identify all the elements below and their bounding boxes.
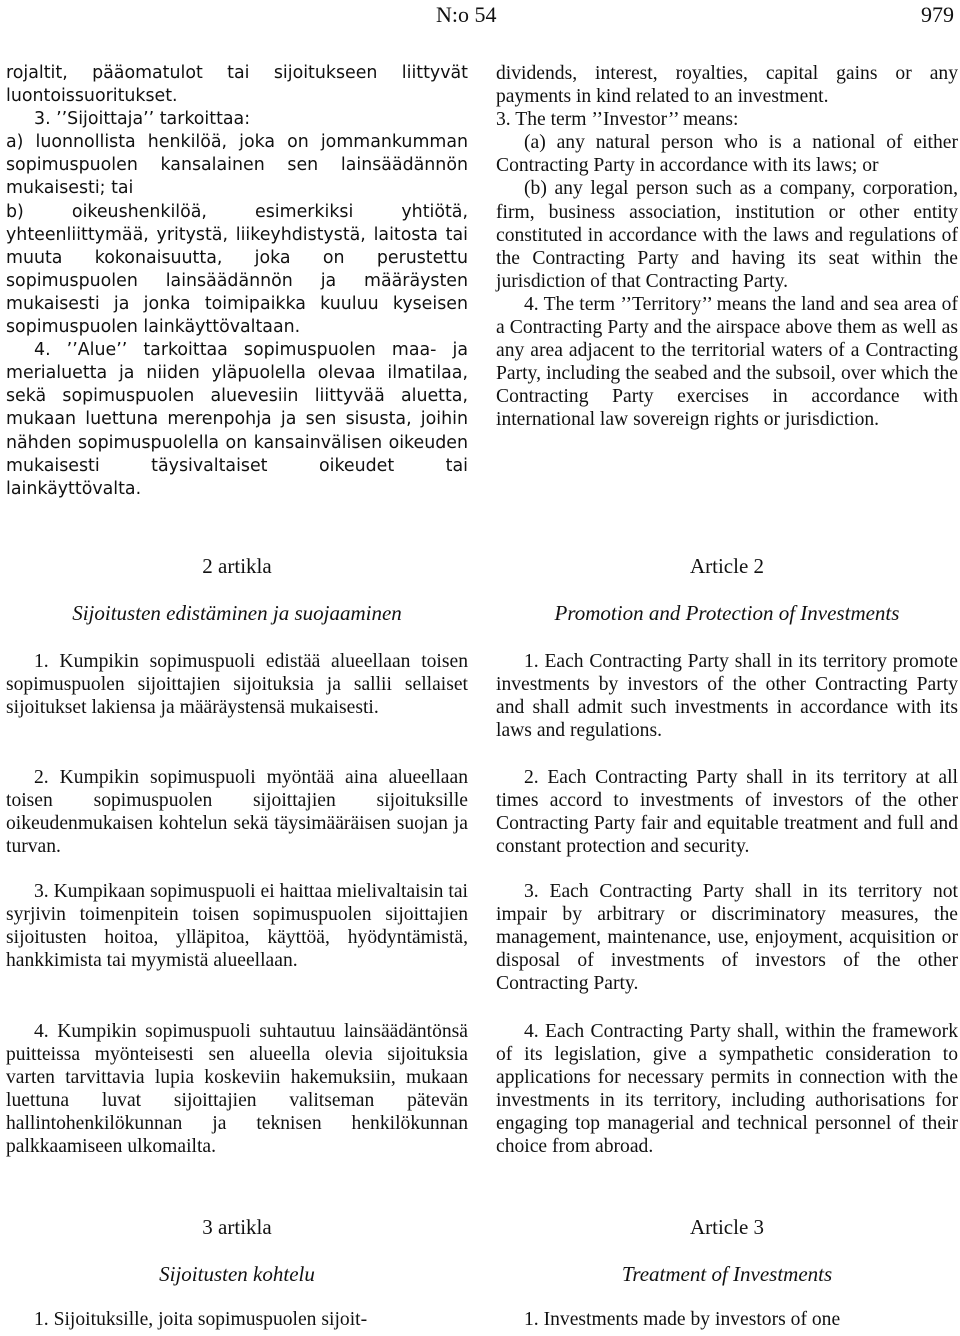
fi-article3-title: Sijoitusten kohtelu	[159, 1262, 315, 1286]
fi-article2-p1	[6, 650, 468, 719]
en-article2-heading: Article 2	[689, 554, 765, 578]
en-article2-p4	[496, 1020, 958, 1158]
en-article2-p1	[496, 650, 958, 742]
en-paragraph: 1. Investments made by investors of one	[524, 1309, 841, 1330]
en-paragraph: dividends, interest, royalties, capital gains or any payments in kind related to an investment.	[496, 63, 958, 108]
fi-paragraph: rojaltit, pääomatulot tai sijoitukseen liittyvät luontoissuoritukset.	[6, 63, 468, 107]
fi-paragraph: a) luonnollista henkilöä, joka on jommankumman sopimuspuolen kansalainen sen lainsäädännön mukaisesti; tai	[6, 132, 468, 199]
fi-article2-p4	[6, 1020, 468, 1158]
en-article3-heading: Article 3	[689, 1215, 765, 1239]
en-paragraph: 3. Each Contracting Party shall in its territory not impair by arbitrary or discriminatory measures, the management, maintenance, use, enjoyment, acquisition or disposal of investments of investors of the other Contracting Party.	[496, 881, 958, 994]
en-paragraph: 3. The term ’’Investor’’ means:	[496, 109, 739, 131]
fi-paragraph: 4. Kumpikin sopimuspuoli suhtautuu lainsäädäntönsä puitteissa myönteisesti sen alueella olevia sijoituksia varten tarvittavia lupia koskeviin hakemuksiin, mukaan luettuna luvat sijoittajien valitseman pätevän hallintohenkilökunnan ja teknisen henkilökunnan palkkaamiseen ulkomailta.	[6, 1021, 468, 1157]
en-article2-title: Promotion and Protection of Investments	[554, 601, 900, 625]
page-header	[0, 0, 960, 40]
page-number: 979	[921, 2, 954, 27]
fi-paragraph: 1. Sijoituksille, joita sopimuspuolen sijoit-	[34, 1309, 368, 1330]
en-article2-p3	[496, 880, 958, 995]
en-paragraph: 2. Each Contracting Party shall in its territory at all times accord to investments of investors of the other Contracting Party fair and equitable treatment and full and constant protection and security.	[496, 767, 958, 857]
fi-article2-heading: 2 artikla	[202, 554, 272, 578]
fi-paragraph: b) oikeushenkilöä, esimerkiksi yhtiötä, yhteenliittymää, yritystä, liikeyhdistystä, laitosta tai muuta kokonaisuutta, joka on perustettu sopimuspuolen lainsäädännön ja määräysten mukaisesti ja jonka toimipaikka kuuluu kyseisen sopimuspuolen lainkäyttövaltaan.	[6, 201, 468, 338]
fi-paragraph: 3. Kumpikaan sopimuspuoli ei haittaa mielivaltaisin tai syrjivin toimenpitein toisen sopimuspuolen sijoittajien sijoitusten hoitoa, ylläpitoa, käyttöä, hyödyntämistä, hankkimista tai myymistä alueellaan.	[6, 881, 468, 971]
fi-paragraph: 4. ’’Alue’’ tarkoittaa sopimuspuolen maa- ja merialuetta ja niiden yläpuolella olevaa ilmatilaa, sekä sopimuspuolen aluevesiin liittyvää aluetta, mukaan luettuna merenpohja ja sen sisusta, joihin nähden sopimuspuolella on kansainvälisen oikeuden mukaisesti täysivaltaiset oikeudet tai lainkäyttövalta.	[6, 340, 468, 499]
fi-paragraph: 1. Kumpikin sopimuspuoli edistää alueellaan toisen sopimuspuolen sijoittajien sijoituksia ja sallii sellaiset sijoitukset lakiensa ja määräystensä mukaisesti.	[6, 651, 468, 718]
fi-article3-p1	[6, 1308, 468, 1331]
fi-article2-title: Sijoitusten edistäminen ja suojaaminen	[72, 601, 402, 625]
en-article3-p1	[496, 1308, 958, 1331]
en-article2-p2	[496, 766, 958, 858]
fi-article3-heading: 3 artikla	[202, 1215, 272, 1239]
fi-article2-p3	[6, 880, 468, 972]
en-paragraph: 1. Each Contracting Party shall in its territory promote investments by investors of the other Contracting Party and shall admit such investments in accordance with its laws and regulations.	[496, 651, 958, 741]
en-definitions	[496, 62, 958, 432]
fi-paragraph: 2. Kumpikin sopimuspuoli myöntää aina alueellaan toisen sopimuspuolen sijoittajien sijoituksille oikeudenmukaisen kohtelun sekä täysimääräisen suojan ja turvan.	[6, 767, 468, 857]
en-paragraph: 4. The term ’’Territory’’ means the land and sea area of a Contracting Party and the airspace above them as well as any area adjacent to the territorial waters of a Contracting Party, including the seabed and the subsoil, over which the Contracting Party exercises in accordance with international law sovereign rights or jurisdiction.	[496, 293, 958, 431]
fi-paragraph: 3. ’’Sijoittaja’’ tarkoittaa:	[34, 109, 251, 130]
en-paragraph: 4. Each Contracting Party shall, within the framework of its legislation, give a sympathetic consideration to applications for necessary permits in connection with the investments in its territory, including authorisations for engaging top managerial and technical personnel of their choice from abroad.	[496, 1021, 958, 1157]
en-paragraph: (a) any natural person who is a national of either Contracting Party in accordance with its laws; or	[496, 132, 958, 177]
fi-article2-p2	[6, 766, 468, 858]
en-paragraph: (b) any legal person such as a company, corporation, firm, business association, institution or other entity constituted in accordance with the laws and regulations of the Contracting Party and having its seat within the jurisdiction of that Contracting Party.	[496, 178, 958, 292]
publication-number: N:o 54	[436, 2, 497, 27]
fi-definitions	[6, 62, 468, 501]
en-article3-title: Treatment of Investments	[621, 1262, 833, 1286]
